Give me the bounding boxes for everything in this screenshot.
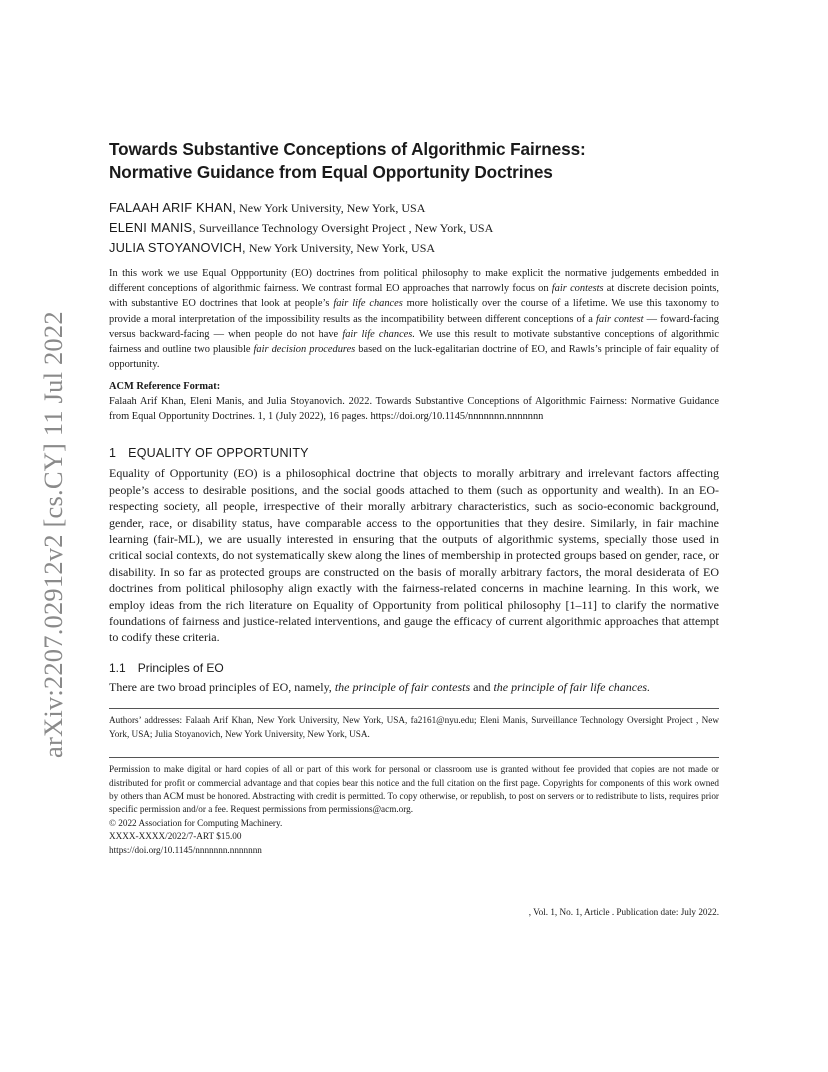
abstract (109, 266, 719, 372)
author-affiliation: New York University, New York, USA (245, 241, 436, 255)
subsection-number: 1.1 (109, 660, 126, 675)
abstract-text: — foward-facing versus backward-facing — when people do not have (109, 313, 720, 340)
section-number: 1 (109, 446, 117, 461)
doi-line: https://doi.org/10.1145/nnnnnnn.nnnnnnn (109, 844, 262, 855)
paper-page (109, 128, 719, 857)
author-addresses: Authors’ addresses: Falaah Arif Khan, New York University, New York, USA, fa2161@nyu.edu; Eleni Manis, Surveillance Technology Oversight Project , New York, USA; Julia Stoyanovich, New York University, New York, USA. (109, 715, 719, 739)
abstract-emphasis: fair contests (551, 283, 604, 295)
copyright-line: © 2022 Association for Computing Machinery. (109, 817, 283, 828)
abstract-text: In this work we use Equal Oppportunity (EO) doctrines from political philosophy to make explicit the normative judgements embedded in different conceptions of algorithmic fairness. We contrast formal EO approaches that narrowly focus on (109, 268, 719, 295)
subsection-heading (109, 660, 719, 677)
section-title: EQUALITY OF OPPORTUNITY (128, 446, 309, 461)
acm-reference-text: Falaah Arif Khan, Eleni Manis, and Julia Stoyanovich. 2022. Towards Substantive Conceptions of Algorithmic Fairness: Normative Guidance from Equal Opportunity Doctrines. 1, 1 (July 2022), 16 pages. https://doi.org/10.1145/nnnnnnn.nnnnnnn (109, 396, 719, 423)
author-line (109, 198, 719, 218)
abstract-emphasis: fair life chances. (342, 328, 415, 340)
abstract-emphasis: fair contest (595, 313, 644, 325)
author-line (109, 238, 719, 258)
section-heading (109, 445, 719, 462)
abstract-text: more holistically over the course of a lifetime. We use this taxonomy to provide a moral interpretation of the impossibility results as the incompatibility between different conceptions of a (109, 298, 720, 325)
author-line (109, 218, 719, 238)
author-name: JULIA STOYANOVICH, (109, 240, 246, 255)
author-name: ELENI MANIS, (109, 220, 197, 235)
author-affiliation: New York University, New York, USA (236, 201, 426, 215)
permissions-block (109, 757, 719, 857)
acm-reference-heading: ACM Reference Format: (109, 381, 221, 393)
subsection-body (109, 679, 719, 695)
author-addresses-block (109, 708, 719, 741)
subsection-title: Principles of EO (137, 660, 224, 675)
section-body: Equality of Opportunity (EO) is a philosophical doctrine that objects to morally arbitrary and irrelevant factors affecting people’s access to desirable positions, and the social goods attached to them (such as opportunity and wealth). In an EO-respecting society, all people, irrespective of their morally arbitrary characteristics, such as socio-economic background, gender, race, or disability status, have comparable access to the opportunities that they desire. Similarly, in fair machine learning (fair-ML), we are usually interested in ensuring that the outputs of algorithmic systems, specially those used in critical social contexts, do not systematically skew along the lines of membership in protected groups based on gender, race, or disability. In so far as protected groups are constructed on the basis of morally arbitrary factors, the moral desiderata of EO doctrines from political philosophy align exactly with the fairness-related concerns in machine learning. In this work, we employ ideas from the rich literature on Equality of Opportunity from political philosophy [1–11] to clarify the normative foundations of fairness and justice-related interventions, and gauge the efficacy of current algorithmic approaches that attempt to codify these criteria. (109, 466, 719, 645)
abstract-text: We use this result to motivate substantive conceptions of algorithmic fairness and outline two plausible (109, 328, 720, 356)
page-footer: , Vol. 1, No. 1, Article . Publication date: July 2022. (528, 907, 719, 917)
paper-title (109, 138, 719, 184)
body-text: and (470, 679, 494, 694)
arxiv-identifier: arXiv:2207.02912v2 [cs.CY] 11 Jul 2022 (38, 311, 68, 758)
title-line-1: Towards Substantive Conceptions of Algorithmic Fairness: (109, 139, 586, 159)
abstract-emphasis: fair life chances (333, 298, 403, 310)
abstract-text: based on the luck-egalitarian doctrine of EO, and Rawls’s principle of fair equality of opportunity. (109, 344, 720, 371)
arxiv-sidebar (14, 296, 68, 758)
author-name: FALAAH ARIF KHAN, (109, 200, 237, 215)
abstract-emphasis: fair decision procedures (253, 344, 356, 356)
body-text: There are two broad principles of EO, namely, (109, 679, 335, 694)
permissions-notice: Permission to make digital or hard copies of all or part of this work for personal or classroom use is granted without fee provided that copies are not made or distributed for profit or commercial advantage and that copies bear this notice and the full citation on the first page. Copyrights for components of this work owned by others than ACM must be honored. Abstracting with credit is permitted. To copy otherwise, or republish, to post on servers or to redistribute to lists, requires prior specific permission and/or a fee. Request permissions from permissions@acm.org. (109, 764, 719, 815)
issn-line: XXXX-XXXX/2022/7-ART $15.00 (109, 831, 242, 842)
abstract-text: at discrete decision points, with substantive EO doctrines that look at people’s (109, 283, 719, 310)
body-emphasis: the principle of fair contests (334, 679, 471, 694)
body-emphasis: the principle of fair life chances. (493, 679, 651, 694)
title-line-2: Normative Guidance from Equal Opportunity Doctrines (109, 162, 553, 182)
author-affiliation: Surveillance Technology Oversight Project , New York, USA (196, 221, 494, 235)
